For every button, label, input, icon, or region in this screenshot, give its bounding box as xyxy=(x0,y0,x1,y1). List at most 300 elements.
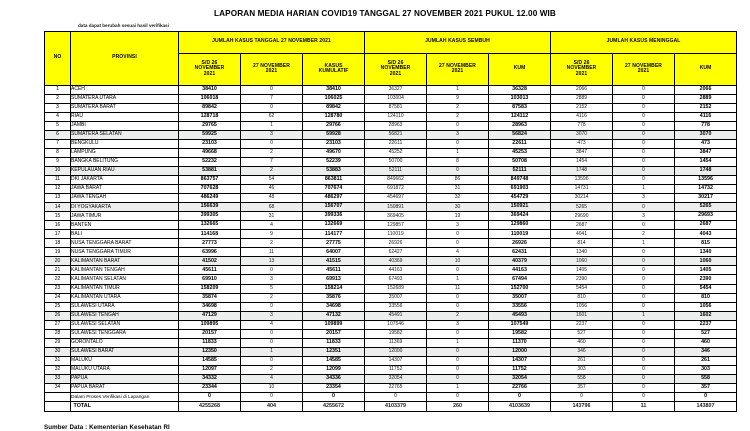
cell-s3: 28963 xyxy=(489,121,551,130)
cell-k3: 59928 xyxy=(303,130,365,139)
cell-m2: 0 xyxy=(613,284,675,293)
cell-s2: 1 xyxy=(427,384,489,393)
cell-s2: 19 xyxy=(427,212,489,221)
table-row xyxy=(45,175,737,184)
cell-prov: DI YOGYAKARTA xyxy=(71,203,179,212)
cell-k3: 399336 xyxy=(303,212,365,221)
cell-m1: 1601 xyxy=(551,311,613,320)
cell-k2: 62 xyxy=(241,112,303,121)
total-cell-no xyxy=(45,402,71,412)
cell-prov: SUMATERA SELATAN xyxy=(71,130,179,139)
cell-m1: 473 xyxy=(551,139,613,148)
cell-k3: 34336 xyxy=(303,375,365,384)
cell-m3: 3847 xyxy=(675,148,737,157)
cell-m1: 1748 xyxy=(551,166,613,175)
cell-k2: 0 xyxy=(241,85,303,94)
cell-m2: 0 xyxy=(613,365,675,374)
cell-prov: SULAWESI SELATAN xyxy=(71,320,179,329)
cell-no: 7 xyxy=(45,139,71,148)
cell-s1: 45491 xyxy=(365,311,427,320)
total-cell-m2: 11 xyxy=(613,402,675,412)
cell-no: 27 xyxy=(45,320,71,329)
cell-s1: 32054 xyxy=(365,375,427,384)
table-row xyxy=(45,375,737,384)
cell-m1: 3070 xyxy=(551,130,613,139)
cell-m3: 13596 xyxy=(675,175,737,184)
cell-no: 9 xyxy=(45,157,71,166)
cell-m1: 3847 xyxy=(551,148,613,157)
cell-k2: 0 xyxy=(241,329,303,338)
cell-k1: 53881 xyxy=(179,166,241,175)
table-row xyxy=(45,212,737,221)
header-kasus-27nov: 27 NOVEMBER 2021 xyxy=(241,53,303,85)
cell-s2: 10 xyxy=(427,257,489,266)
cell-s2: 3 xyxy=(427,130,489,139)
cell-s3: 12000 xyxy=(489,347,551,356)
cell-prov: KALIMANTAN TIMUR xyxy=(71,284,179,293)
cell-s1: 11369 xyxy=(365,338,427,347)
cell-k2: 0 xyxy=(241,393,303,402)
cell-s1: 87581 xyxy=(365,103,427,112)
cell-k1: 106018 xyxy=(179,94,241,103)
cell-s1: 11752 xyxy=(365,365,427,374)
cell-s1: 26926 xyxy=(365,239,427,248)
cell-m3: 815 xyxy=(675,239,737,248)
cell-k2: 0 xyxy=(241,266,303,275)
cell-s1: 0 xyxy=(365,393,427,402)
table-row xyxy=(45,121,737,130)
table-row xyxy=(45,103,737,112)
table-row xyxy=(45,94,737,103)
source-note: Sumber Data : Kementerian Kesehatan RI xyxy=(44,424,170,431)
table-row xyxy=(45,248,737,257)
cell-k2: 2 xyxy=(241,239,303,248)
cell-k3: 27775 xyxy=(303,239,365,248)
cell-no: 31 xyxy=(45,356,71,365)
cell-s2: 0 xyxy=(427,239,489,248)
cell-m3: 0 xyxy=(675,393,737,402)
cell-s3: 40379 xyxy=(489,257,551,266)
table-container xyxy=(0,29,750,413)
table-row xyxy=(45,130,737,139)
cell-m1: 1056 xyxy=(551,302,613,311)
cell-prov: KALIMANTAN BARAT xyxy=(71,257,179,266)
cell-s3: 14307 xyxy=(489,356,551,365)
cell-k3: 486297 xyxy=(303,194,365,203)
cell-prov: KALIMANTAN SELATAN xyxy=(71,275,179,284)
cell-s1: 12000 xyxy=(365,347,427,356)
cell-k2: 9 xyxy=(241,230,303,239)
cell-m2: 0 xyxy=(613,85,675,94)
cell-k1: 12350 xyxy=(179,347,241,356)
cell-no: 8 xyxy=(45,148,71,157)
cell-prov: SULAWESI BARAT xyxy=(71,347,179,356)
cell-m1: 29690 xyxy=(551,212,613,221)
cell-k1: 12097 xyxy=(179,365,241,374)
cell-k1: 158209 xyxy=(179,284,241,293)
cell-s3: 129860 xyxy=(489,221,551,230)
cell-k1: 20157 xyxy=(179,329,241,338)
cell-k1: 114168 xyxy=(179,230,241,239)
cell-m1: 1454 xyxy=(551,157,613,166)
cell-s2: 2 xyxy=(427,311,489,320)
cell-m2: 0 xyxy=(613,221,675,230)
cell-k2: 1 xyxy=(241,121,303,130)
cell-prov: JAWA TENGAH xyxy=(71,194,179,203)
cell-m2: 0 xyxy=(613,94,675,103)
cell-prov: NUSA TENGGARA TIMUR xyxy=(71,248,179,257)
cell-m2: 0 xyxy=(613,157,675,166)
cell-k2: 4 xyxy=(241,375,303,384)
cell-no: 26 xyxy=(45,311,71,320)
cell-k3: 38410 xyxy=(303,85,365,94)
cell-m1: 1340 xyxy=(551,248,613,257)
cell-k1: 34332 xyxy=(179,375,241,384)
cell-prov: SUMATERA UTARA xyxy=(71,94,179,103)
cell-s3: 150921 xyxy=(489,203,551,212)
cell-no: 22 xyxy=(45,275,71,284)
cell-k2: 7 xyxy=(241,157,303,166)
cell-s2: 1 xyxy=(427,275,489,284)
header-row-groups xyxy=(45,31,737,53)
cell-s2: 3 xyxy=(427,320,489,329)
total-cell-prov: TOTAL xyxy=(71,402,179,412)
cell-k3: 29766 xyxy=(303,121,365,130)
cell-prov: MALUKU UTARA xyxy=(71,365,179,374)
cell-s3: 691903 xyxy=(489,185,551,194)
cell-k2: 0 xyxy=(241,338,303,347)
cell-m1: 1060 xyxy=(551,257,613,266)
cell-s2: 31 xyxy=(427,185,489,194)
cell-prov: SULAWESI TENGGARA xyxy=(71,329,179,338)
cell-prov: BALI xyxy=(71,230,179,239)
table-row xyxy=(45,85,737,94)
cell-m1: 2237 xyxy=(551,320,613,329)
cell-m2: 0 xyxy=(613,275,675,284)
cell-m3: 261 xyxy=(675,356,737,365)
table-row xyxy=(45,157,737,166)
cell-k2: 48 xyxy=(241,194,303,203)
header-kasus-sd26: S/D 26 NOVEMBER 2021 xyxy=(179,53,241,85)
cell-k1: 89842 xyxy=(179,103,241,112)
cell-prov: NUSA TENGGARA BARAT xyxy=(71,239,179,248)
cell-s3: 110019 xyxy=(489,230,551,239)
cell-k1: 69910 xyxy=(179,275,241,284)
cell-m2: 0 xyxy=(613,393,675,402)
cell-prov: ACEH xyxy=(71,85,179,94)
cell-m2: 1 xyxy=(613,239,675,248)
table-row xyxy=(45,139,737,148)
cell-m3: 2390 xyxy=(675,275,737,284)
header-meninggal-kum: KUM xyxy=(675,53,737,85)
cell-s1: 150891 xyxy=(365,203,427,212)
cell-m2: 0 xyxy=(613,121,675,130)
cell-s3: 62431 xyxy=(489,248,551,257)
cell-m2: 0 xyxy=(613,257,675,266)
cell-k3: 47132 xyxy=(303,311,365,320)
cell-m1: 460 xyxy=(551,338,613,347)
cell-m3: 29693 xyxy=(675,212,737,221)
cell-no: 23 xyxy=(45,284,71,293)
cell-s3: 52111 xyxy=(489,166,551,175)
cell-s1: 107546 xyxy=(365,320,427,329)
cell-k3: 34698 xyxy=(303,302,365,311)
cell-k3: 11833 xyxy=(303,338,365,347)
cell-k1: 35874 xyxy=(179,293,241,302)
cell-prov: Dalam Proses Verifikasi di Lapangan xyxy=(71,393,179,402)
cell-k1: 863757 xyxy=(179,175,241,184)
cell-no: 18 xyxy=(45,239,71,248)
cell-s1: 152689 xyxy=(365,284,427,293)
total-cell-s2: 260 xyxy=(427,402,489,412)
cell-s1: 56821 xyxy=(365,130,427,139)
cell-s1: 36327 xyxy=(365,85,427,94)
cell-k1: 23344 xyxy=(179,384,241,393)
cell-m2: 0 xyxy=(613,148,675,157)
cell-prov: JAMBI xyxy=(71,121,179,130)
header-sembuh-kum: KUM xyxy=(489,53,551,85)
cell-s3: 107549 xyxy=(489,320,551,329)
cell-m2: 0 xyxy=(613,130,675,139)
cell-s3: 0 xyxy=(489,393,551,402)
header-provinsi: PROVINSI xyxy=(71,31,179,85)
cell-m3: 4116 xyxy=(675,112,737,121)
header-group-kasus: JUMLAH KASUS TANGGAL 27 NOVEMBER 2021 xyxy=(179,31,365,53)
table-row xyxy=(45,275,737,284)
cell-s3: 50708 xyxy=(489,157,551,166)
cell-m3: 1056 xyxy=(675,302,737,311)
cell-m1: 810 xyxy=(551,293,613,302)
table-row xyxy=(45,320,737,329)
cell-m3: 1405 xyxy=(675,266,737,275)
cell-m3: 778 xyxy=(675,121,737,130)
cell-k1: 132665 xyxy=(179,221,241,230)
header-group-meninggal: JUMLAH KASUS MENINGGAL xyxy=(551,31,737,53)
cell-no: 12 xyxy=(45,185,71,194)
cell-s2: 0 xyxy=(427,393,489,402)
cell-no: 15 xyxy=(45,212,71,221)
cell-s3: 45493 xyxy=(489,311,551,320)
cell-k2: 2 xyxy=(241,365,303,374)
cell-m1: 357 xyxy=(551,384,613,393)
total-cell-k3: 4255672 xyxy=(303,402,365,412)
cell-s2: 0 xyxy=(427,121,489,130)
cell-prov: KALIMANTAN TENGAH xyxy=(71,266,179,275)
cell-m2: 1 xyxy=(613,311,675,320)
cell-no: 2 xyxy=(45,94,71,103)
cell-s3: 56824 xyxy=(489,130,551,139)
cell-s2: 2 xyxy=(427,112,489,121)
cell-m1: 2687 xyxy=(551,221,613,230)
cell-s3: 22611 xyxy=(489,139,551,148)
cell-s3: 33556 xyxy=(489,302,551,311)
cell-s2: 0 xyxy=(427,329,489,338)
cell-k2: 11 xyxy=(241,248,303,257)
table-row xyxy=(45,112,737,121)
cell-m2: 0 xyxy=(613,356,675,365)
table-row xyxy=(45,185,737,194)
table-row xyxy=(45,393,737,402)
cell-s2: 3 xyxy=(427,221,489,230)
cell-k1: 41502 xyxy=(179,257,241,266)
cell-prov: BANTEN xyxy=(71,221,179,230)
cell-m1: 778 xyxy=(551,121,613,130)
table-row xyxy=(45,194,737,203)
cell-s3: 36328 xyxy=(489,85,551,94)
cell-m2: 0 xyxy=(613,139,675,148)
cell-k3: 12099 xyxy=(303,365,365,374)
cell-prov: PAPUA xyxy=(71,375,179,384)
cell-m3: 2237 xyxy=(675,320,737,329)
cell-s1: 44163 xyxy=(365,266,427,275)
cell-k2: 7 xyxy=(241,94,303,103)
header-sembuh-sd26: S/D 26 NOVEMBER 2021 xyxy=(365,53,427,85)
cell-s1: 103004 xyxy=(365,94,427,103)
cell-k2: 4 xyxy=(241,221,303,230)
cell-s2: 0 xyxy=(427,139,489,148)
table-row xyxy=(45,221,737,230)
cell-prov: PAPUA BARAT xyxy=(71,384,179,393)
cell-prov: RIAU xyxy=(71,112,179,121)
cell-k1: 399305 xyxy=(179,212,241,221)
cell-m1: 527 xyxy=(551,329,613,338)
cell-k3: 12351 xyxy=(303,347,365,356)
cell-k3: 128780 xyxy=(303,112,365,121)
cell-s3: 19582 xyxy=(489,329,551,338)
cell-s3: 35007 xyxy=(489,293,551,302)
header-kasus-kumulatif: KASUS KUMULATIF xyxy=(303,53,365,85)
cell-s3: 124112 xyxy=(489,112,551,121)
cell-s2: 8 xyxy=(427,157,489,166)
cell-no: 29 xyxy=(45,338,71,347)
cell-prov: SULAWESI TENGAH xyxy=(71,311,179,320)
cell-k3: 156707 xyxy=(303,203,365,212)
cell-k1: 707628 xyxy=(179,185,241,194)
cell-m1: 814 xyxy=(551,239,613,248)
cell-m3: 2066 xyxy=(675,85,737,94)
cell-m3: 5265 xyxy=(675,203,737,212)
cell-no: 20 xyxy=(45,257,71,266)
cell-s1: 52111 xyxy=(365,166,427,175)
cell-k3: 109899 xyxy=(303,320,365,329)
table-row xyxy=(45,338,737,347)
cell-m2: 0 xyxy=(613,266,675,275)
page-title: LAPORAN MEDIA HARIAN COVID19 TANGGAL 27 NOVEMBER 2021 PUKUL 12.00 WIB xyxy=(214,9,556,18)
cell-s2: 0 xyxy=(427,375,489,384)
table-row xyxy=(45,302,737,311)
cell-no: 14 xyxy=(45,203,71,212)
cell-k1: 11833 xyxy=(179,338,241,347)
cell-prov: MALUKU xyxy=(71,356,179,365)
cell-no xyxy=(45,393,71,402)
cell-k3: 158214 xyxy=(303,284,365,293)
cell-k2: 3 xyxy=(241,130,303,139)
cell-k1: 63996 xyxy=(179,248,241,257)
cell-m3: 1454 xyxy=(675,157,737,166)
cell-k3: 106025 xyxy=(303,94,365,103)
cell-no: 11 xyxy=(45,175,71,184)
cell-no: 19 xyxy=(45,248,71,257)
total-cell-m3: 143807 xyxy=(675,402,737,412)
cell-k1: 47129 xyxy=(179,311,241,320)
total-cell-k2: 404 xyxy=(241,402,303,412)
cell-k1: 0 xyxy=(179,393,241,402)
cell-k2: 2 xyxy=(241,166,303,175)
cell-m3: 2889 xyxy=(675,94,737,103)
cell-m2: 0 xyxy=(613,384,675,393)
cell-prov: BANGKA BELITUNG xyxy=(71,157,179,166)
total-cell-m1: 143796 xyxy=(551,402,613,412)
cell-m3: 30217 xyxy=(675,194,737,203)
cell-prov: JAWA TIMUR xyxy=(71,212,179,221)
cell-k2: 54 xyxy=(241,175,303,184)
cell-k1: 52232 xyxy=(179,157,241,166)
cell-k2: 0 xyxy=(241,356,303,365)
cell-s2: 0 xyxy=(427,166,489,175)
table-row xyxy=(45,230,737,239)
table-row xyxy=(45,166,737,175)
cell-s2: 0 xyxy=(427,302,489,311)
cell-s2: 0 xyxy=(427,293,489,302)
cell-m1: 30214 xyxy=(551,194,613,203)
cell-m3: 346 xyxy=(675,347,737,356)
cell-m1: 2152 xyxy=(551,103,613,112)
cell-m2: 3 xyxy=(613,194,675,203)
cell-k3: 69913 xyxy=(303,275,365,284)
cell-k3: 132669 xyxy=(303,221,365,230)
cell-s1: 40369 xyxy=(365,257,427,266)
cell-s1: 22611 xyxy=(365,139,427,148)
cell-m1: 5265 xyxy=(551,203,613,212)
cell-k2: 0 xyxy=(241,302,303,311)
cell-no: 10 xyxy=(45,166,71,175)
cell-k1: 27773 xyxy=(179,239,241,248)
cell-m1: 303 xyxy=(551,365,613,374)
cell-s1: 22765 xyxy=(365,384,427,393)
cell-s3: 32054 xyxy=(489,375,551,384)
cell-k2: 31 xyxy=(241,212,303,221)
table-row xyxy=(45,365,737,374)
cell-prov: DKI JAKARTA xyxy=(71,175,179,184)
cell-no: 17 xyxy=(45,230,71,239)
cell-m1: 261 xyxy=(551,356,613,365)
table-row xyxy=(45,266,737,275)
cell-s1: 369405 xyxy=(365,212,427,221)
cell-no: 3 xyxy=(45,103,71,112)
cell-s1: 14307 xyxy=(365,356,427,365)
cell-no: 25 xyxy=(45,302,71,311)
total-cell-s1: 4103379 xyxy=(365,402,427,412)
cell-s1: 110019 xyxy=(365,230,427,239)
cell-m3: 5454 xyxy=(675,284,737,293)
table-row xyxy=(45,239,737,248)
cell-no: 13 xyxy=(45,194,71,203)
total-cell-k1: 4255268 xyxy=(179,402,241,412)
cell-s1: 45252 xyxy=(365,148,427,157)
cell-m1: 2390 xyxy=(551,275,613,284)
cell-s2: 11 xyxy=(427,284,489,293)
cell-k1: 38410 xyxy=(179,85,241,94)
cell-m2: 2 xyxy=(613,230,675,239)
cell-s1: 691872 xyxy=(365,185,427,194)
cell-prov: JAWA BARAT xyxy=(71,185,179,194)
cell-s1: 67493 xyxy=(365,275,427,284)
total-cell-s3: 4103639 xyxy=(489,402,551,412)
cell-k1: 23103 xyxy=(179,139,241,148)
cell-m3: 14732 xyxy=(675,185,737,194)
cell-m1: 558 xyxy=(551,375,613,384)
cell-m1: 346 xyxy=(551,347,613,356)
